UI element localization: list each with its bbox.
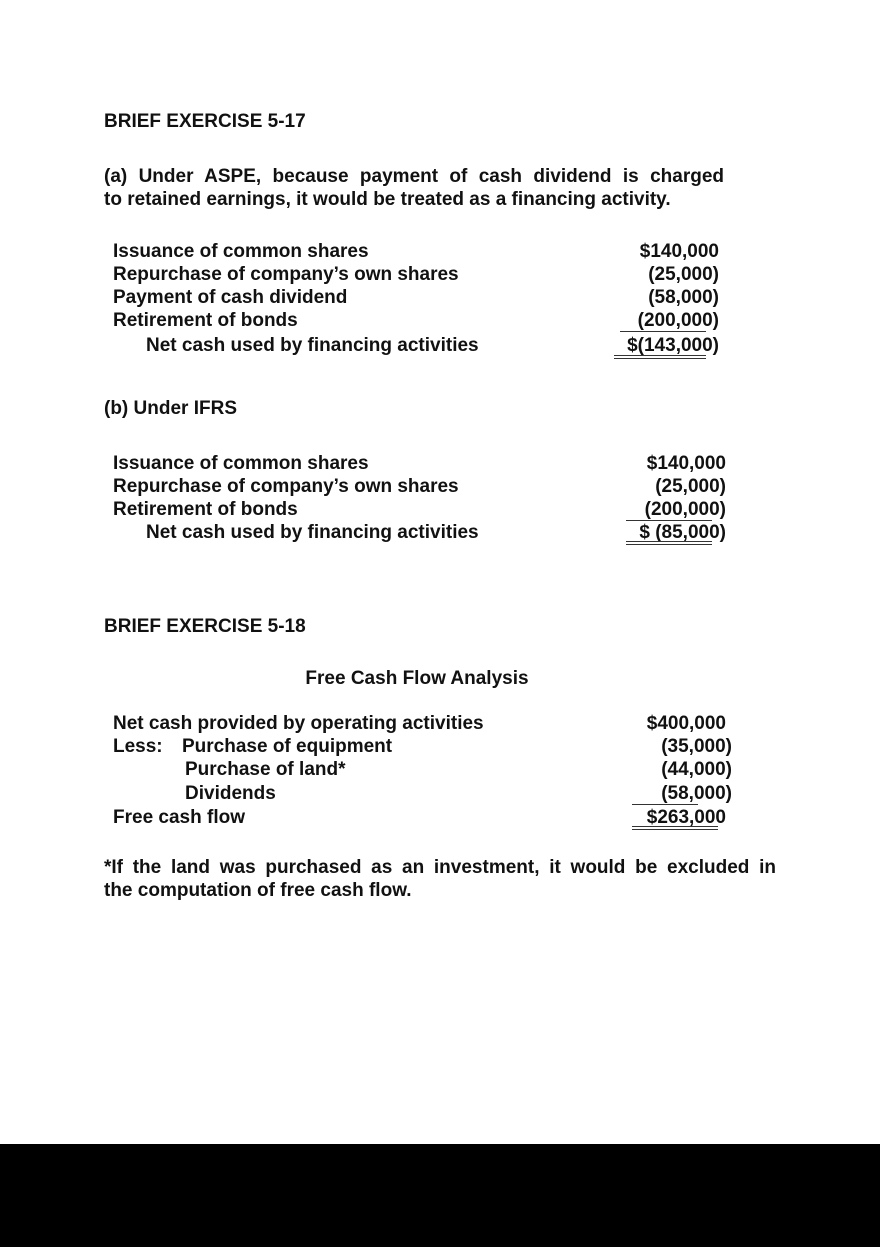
total-amount: $(143,000)	[627, 335, 719, 356]
row-label: Purchase of land*	[185, 759, 346, 780]
part-b-title: (b) Under IFRS	[104, 398, 237, 419]
exercise-5-18-heading: BRIEF EXERCISE 5-18	[104, 616, 306, 637]
footnote	[104, 856, 776, 902]
row-amount: $140,000	[646, 453, 726, 474]
row-label: Retirement of bonds	[113, 499, 298, 520]
row-amount: (44,000)	[661, 759, 732, 780]
row-amount: (58,000)	[648, 287, 719, 308]
part-a-intro-line2: to retained earnings, it would be treated as a financing activity.	[104, 189, 671, 210]
total-label: Free cash flow	[113, 807, 245, 828]
footnote-line1: *If the land was purchased as an investment, it would be excluded in	[104, 857, 776, 878]
row-amount: $400,000	[646, 713, 726, 734]
row-label: Payment of cash dividend	[113, 287, 348, 308]
total-double-underline	[626, 541, 712, 545]
part-a-intro-line1: (a) Under ASPE, because payment of cash dividend is charged	[104, 166, 724, 187]
less-prefix: Less:	[113, 736, 163, 757]
total-label: Net cash used by financing activities	[146, 522, 479, 543]
row-label: Repurchase of company’s own shares	[113, 264, 459, 285]
free-cash-flow-title: Free Cash Flow Analysis	[305, 668, 529, 689]
row-amount: (200,000)	[637, 310, 719, 331]
row-amount: (25,000)	[655, 476, 726, 497]
row-label: Issuance of common shares	[113, 241, 369, 262]
total-double-underline	[632, 826, 718, 830]
total-double-underline	[614, 355, 706, 359]
row-label: Repurchase of company’s own shares	[113, 476, 459, 497]
subtotal-underline	[632, 804, 698, 805]
row-amount: (58,000)	[661, 783, 732, 804]
row-amount: (200,000)	[644, 499, 726, 520]
footnote-line2: the computation of free cash flow.	[104, 880, 412, 901]
row-amount: (25,000)	[648, 264, 719, 285]
total-amount: $ (85,000)	[639, 522, 726, 543]
total-amount: $263,000	[646, 807, 726, 828]
total-label: Net cash used by financing activities	[146, 335, 479, 356]
row-label: Net cash provided by operating activities	[113, 713, 484, 734]
part-a-intro	[104, 165, 724, 211]
row-label: Purchase of equipment	[182, 736, 393, 757]
row-label: Issuance of common shares	[113, 453, 369, 474]
row-amount: $140,000	[639, 241, 719, 262]
row-label: Dividends	[185, 783, 276, 804]
subtotal-underline	[620, 331, 706, 332]
row-amount: (35,000)	[661, 736, 732, 757]
row-label: Retirement of bonds	[113, 310, 298, 331]
black-bottom-band	[0, 1144, 880, 1247]
exercise-5-17-heading: BRIEF EXERCISE 5-17	[104, 111, 306, 132]
